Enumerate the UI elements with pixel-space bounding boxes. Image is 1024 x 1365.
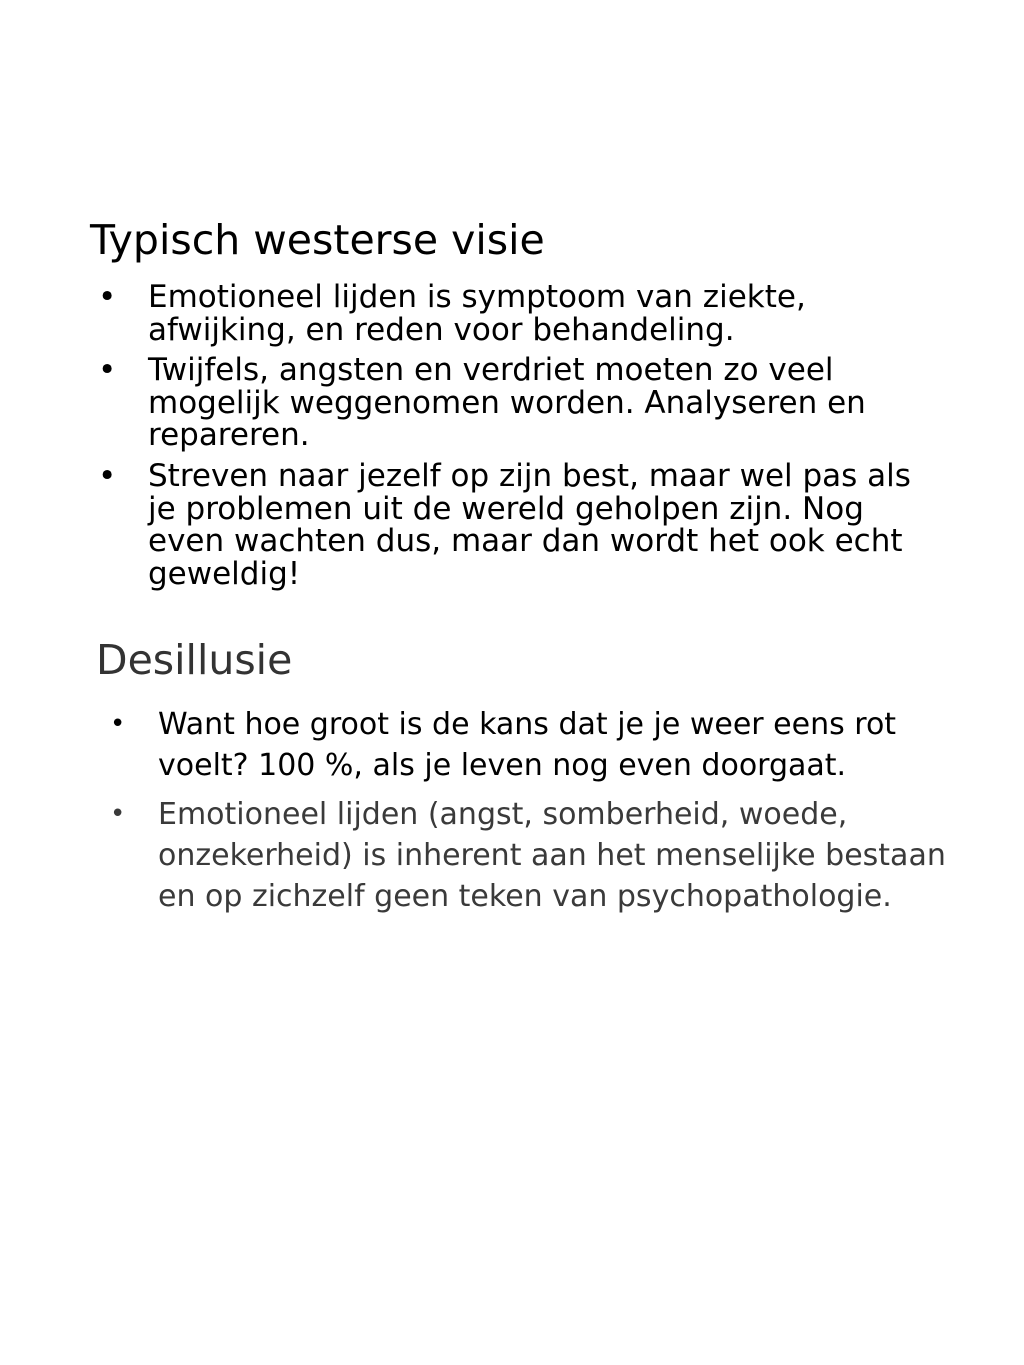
bullet-icon: •	[98, 352, 117, 389]
bullet-icon: •	[110, 709, 126, 739]
bullet-icon: •	[98, 457, 117, 494]
section-heading: Desillusie	[96, 636, 293, 684]
list-item	[110, 794, 970, 917]
list-item	[110, 704, 970, 786]
list-item-text: Twijfels, angsten en verdriet moeten zo veel mogelijk weggenomen worden. Analyseren en repareren.	[148, 352, 866, 454]
list-item-text: Emotioneel lijden (angst, somberheid, woede, onzekerheid) is inherent aan het menselijke bestaan en op zichzelf geen teken van psychopathologie.	[158, 797, 946, 914]
list-item-text: Emotioneel lijden is symptoom van ziekte, afwijking, en reden voor behandeling.	[148, 279, 806, 348]
section-heading: Typisch westerse visie	[90, 216, 545, 264]
bullet-icon: •	[110, 799, 126, 829]
list-item-text: Streven naar jezelf op zijn best, maar wel pas als je problemen uit de wereld geholpen zijn. Nog even wachten dus, maar dan wordt het ook echt geweldig!	[148, 457, 911, 592]
list-item	[98, 457, 938, 592]
list-item-text: Want hoe groot is de kans dat je je weer eens rot voelt? 100 %, als je leven nog even doorgaat.	[158, 707, 897, 783]
list-item	[98, 354, 938, 452]
list-item	[98, 281, 938, 346]
bullet-list	[98, 281, 938, 598]
bullet-icon: •	[98, 279, 117, 315]
bullet-list	[110, 704, 970, 925]
